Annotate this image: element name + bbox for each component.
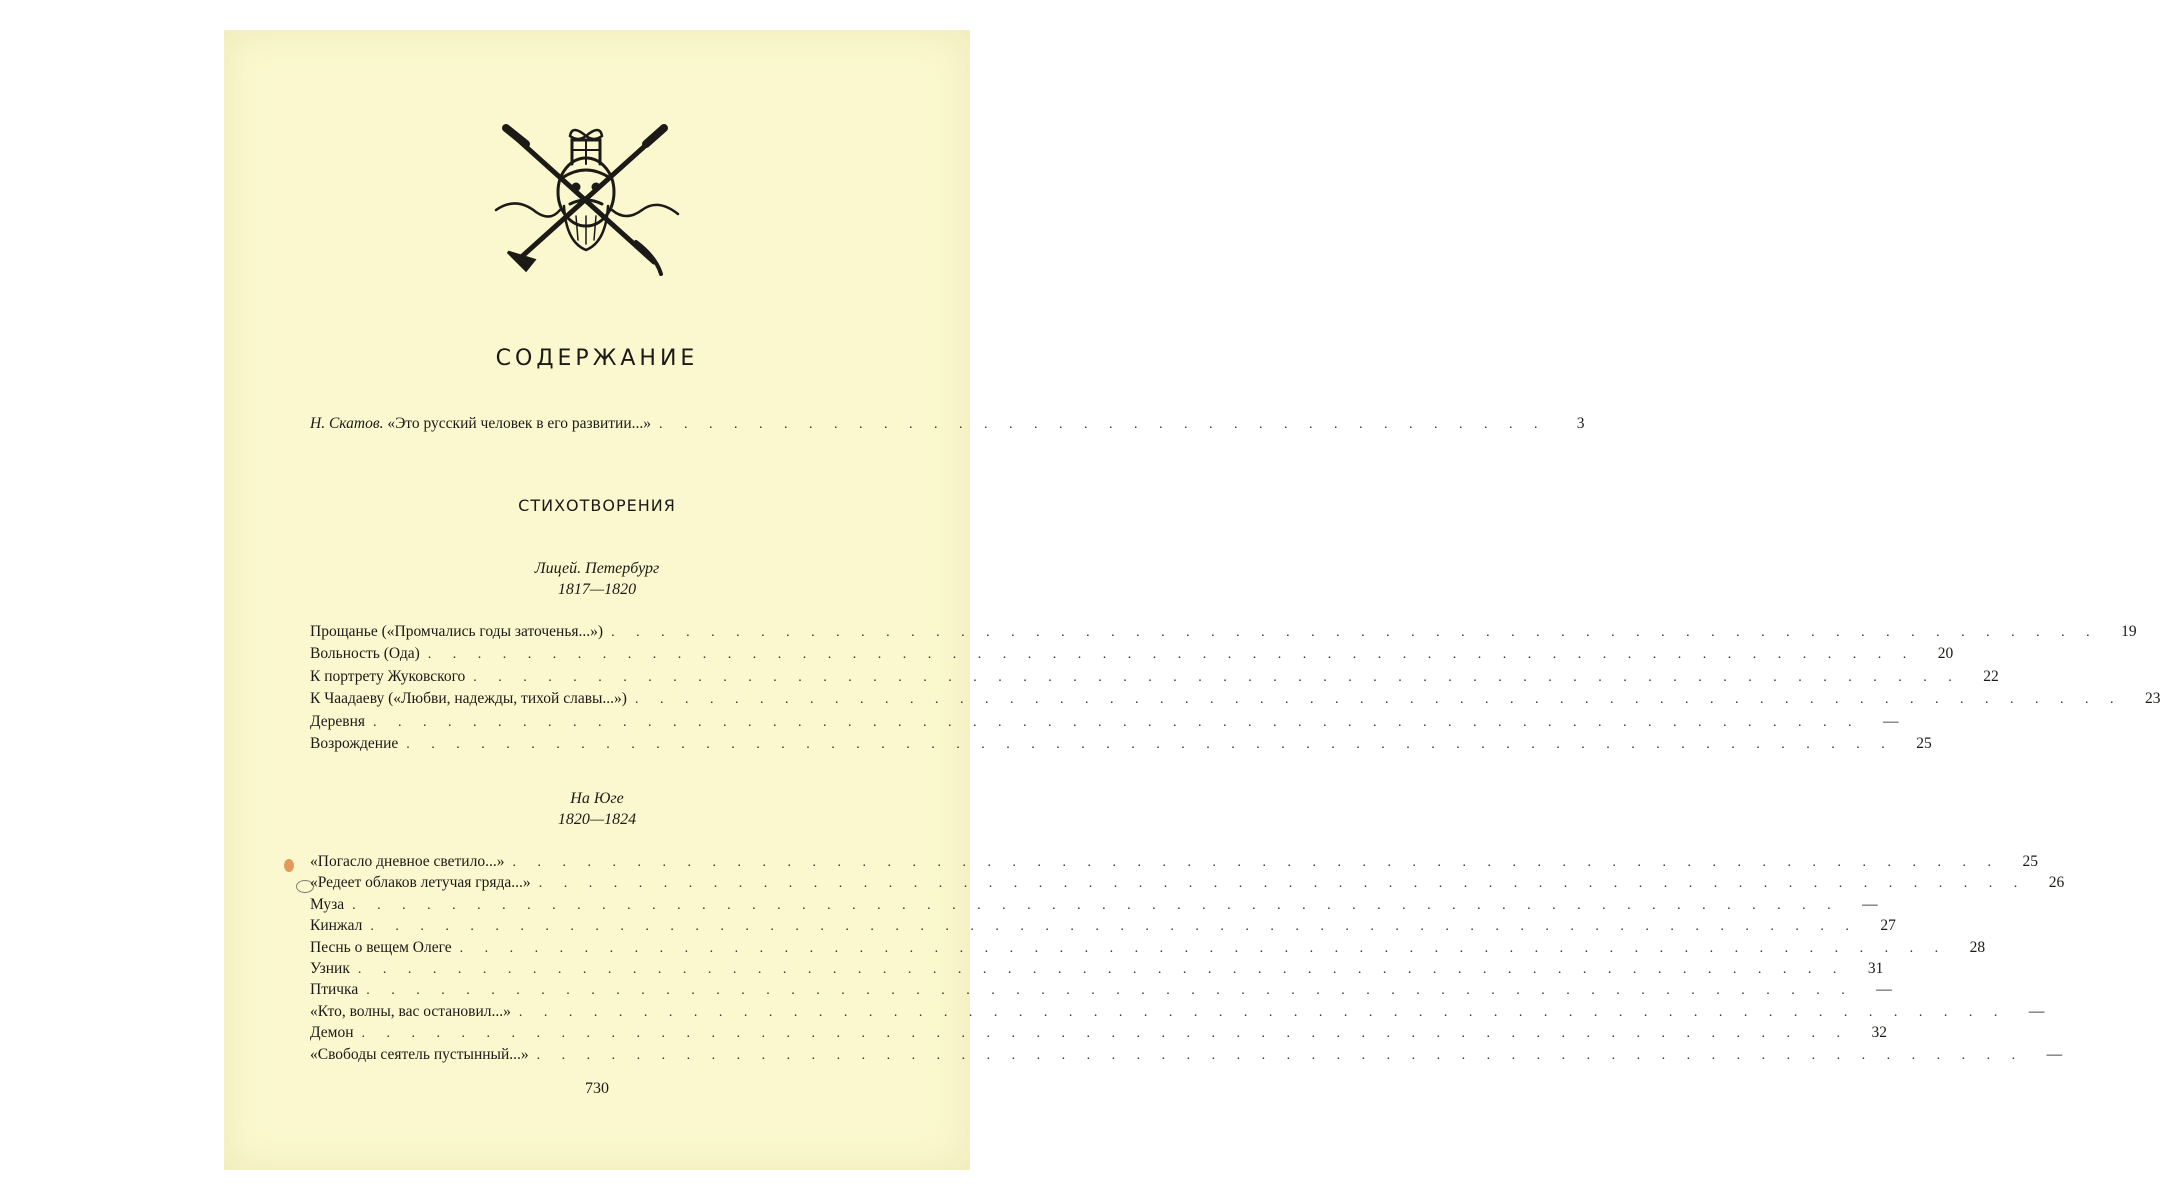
toc-entry (310, 937, 1986, 959)
toc-entry-title: «Кто, волны, вас остановил...» (310, 1002, 511, 1020)
toc-entry-title: Возрождение (310, 735, 399, 752)
toc-entry-title: Песнь о вещем Олеге (310, 938, 452, 956)
dot-leader: . . . . . . . . . . . . . . . . . . . . . . . . . . . . . . . . . . . . . . . . . . . . . . . . . . . . . . . . . . . . (459, 940, 1948, 956)
dot-leader: . . . . . . . . . . . . . . . . . . . . . . . . . . . . . . . . . . . . . . . . . . . . . . . . . . . . . . . . . . . . (512, 855, 2000, 870)
page-number: 730 (585, 1080, 609, 1097)
toc-entry-title: Демон (310, 1024, 354, 1042)
toc-entry-page: 32 (1871, 1024, 1887, 1042)
dot-leader: . . . . . . . . . . . . . . . . . . . . . . . . . . . . . . . . . . . . . . . . . . . . . . . . . . . . . . . . . . . . (611, 625, 2099, 640)
toc-entry (310, 1001, 2045, 1023)
dot-leader: . . . . . . . . . . . . . . . . . . . . . . . . . . . . . . . . . . . . (659, 417, 1547, 432)
section-title: СТИХОТВОРЕНИЯ (518, 496, 676, 515)
toc-entry (310, 872, 2065, 894)
toc-entry-page: 26 (2048, 874, 2065, 892)
toc-entry (310, 1022, 1887, 1044)
toc-entry-title: «Редеет облаков летучая гряда...» (310, 874, 531, 892)
toc-entry-page: 19 (2121, 623, 2137, 640)
toc-entry (310, 643, 1954, 665)
emblem-icon (486, 92, 686, 277)
toc-entry-title: К Чаадаеву («Любви, надежды, тихой славы...») (310, 690, 627, 708)
dot-leader: . . . . . . . . . . . . . . . . . . . . . . . . . . . . . . . . . . . . . . . . . . . . . . . . . . . . . . . . . . . . (538, 876, 2027, 892)
toc-entry (310, 851, 2038, 873)
pencil-ring-mark (296, 880, 314, 893)
toc-entry-title: Кинжал (310, 917, 363, 935)
toc-entry (310, 621, 2137, 643)
toc-entry-page: — (2046, 1045, 2063, 1063)
toc-entry (310, 915, 1896, 937)
toc-entry-title: Прощанье («Промчались годы заточенья...») (310, 623, 604, 640)
dot-leader: . . . . . . . . . . . . . . . . . . . . . . . . . . . . . . . . . . . . . . . . . . . . . . . . . . . . . . . . . . . . (473, 669, 1961, 685)
toc-entry-page: — (2028, 1002, 2045, 1020)
toc-entry (310, 711, 1899, 733)
toc-entry (310, 688, 2160, 710)
toc-entry-page: 25 (1916, 735, 1932, 752)
toc-entry (310, 733, 1932, 755)
toc-entry (310, 979, 1892, 1001)
dot-leader: . . . . . . . . . . . . . . . . . . . . . . . . . . . . . . . . . . . . . . . . . . . . . . . . . . . . . . . . . . . . (536, 1047, 2025, 1063)
toc-entry-title: Деревня (310, 712, 366, 730)
dot-leader: . . . . . . . . . . . . . . . . . . . . . . . . . . . . . . . . . . . . . . . . . . . . . . . . . . . . . . . . . . . . (518, 1004, 2007, 1020)
intro-author: Н. Скатов. (310, 415, 384, 432)
dot-leader: . . . . . . . . . . . . . . . . . . . . . . . . . . . . . . . . . . . . . . . . . . . . . . . . . . . . . . . . . . . . (427, 647, 1916, 663)
period2-years: 1820—1824 (557, 811, 637, 828)
dot-leader: . . . . . . . . . . . . . . . . . . . . . . . . . . . . . . . . . . . . . . . . . . . . . . . . . . . . . . . . . . . . (406, 737, 1894, 752)
toc-entry-page: — (1876, 981, 1892, 999)
toc-entry (310, 894, 1878, 916)
dot-leader: . . . . . . . . . . . . . . . . . . . . . . . . . . . . . . . . . . . . . . . . . . . . . . . . . . . . . . . . . . . . (634, 692, 2123, 708)
period1-years: 1817—1820 (557, 581, 637, 598)
toc-entry-page: 20 (1937, 645, 1954, 663)
period1-place: Лицей. Петербург (534, 560, 660, 577)
toc-entry (310, 1044, 2063, 1066)
dot-leader: . . . . . . . . . . . . . . . . . . . . . . . . . . . . . . . . . . . . . . . . . . . . . . . . . . . . . . . . . . . . (357, 962, 1846, 977)
dot-leader: . . . . . . . . . . . . . . . . . . . . . . . . . . . . . . . . . . . . . . . . . . . . . . . . . . . . . . . . . . . . (366, 983, 1854, 999)
toc-entry-title: Узник (310, 960, 350, 977)
intro-page: 3 (1576, 415, 1585, 432)
toc-entry-page: 31 (1867, 960, 1884, 977)
toc-entry-page: — (1862, 895, 1878, 913)
book-page (224, 30, 2160, 1170)
toc-entry-page: 25 (2022, 853, 2038, 870)
toc-entry-page: 27 (1880, 917, 1896, 935)
toc-entry-page: — (1883, 712, 1899, 730)
toc-entry-title: «Свободы сеятель пустынный...» (310, 1045, 529, 1063)
toc-entry-intro (310, 413, 1585, 435)
toc-entry-title: Вольность (Ода) (310, 645, 420, 663)
toc-entry-page: 23 (2144, 690, 2160, 708)
intro-title: «Это русский человек в его развитии...» (387, 415, 652, 432)
toc-entry-page: 22 (1983, 667, 1999, 685)
toc-entry-title: Муза (310, 895, 345, 913)
toc-entry (310, 666, 1999, 688)
dot-leader: . . . . . . . . . . . . . . . . . . . . . . . . . . . . . . . . . . . . . . . . . . . . . . . . . . . . . . . . . . . . (373, 714, 1861, 730)
toc-entry (310, 958, 1884, 980)
toc-entry-page: 28 (1969, 938, 1986, 956)
dot-leader: . . . . . . . . . . . . . . . . . . . . . . . . . . . . . . . . . . . . . . . . . . . . . . . . . . . . . . . . . . . . (361, 1026, 1849, 1042)
toc-entry-title: Птичка (310, 981, 359, 999)
stain-mark (284, 859, 294, 872)
toc-entry-title: «Погасло дневное светило...» (310, 853, 505, 870)
period2-place: На Юге (570, 790, 624, 807)
dot-leader: . . . . . . . . . . . . . . . . . . . . . . . . . . . . . . . . . . . . . . . . . . . . . . . . . . . . . . . . . . . . (370, 919, 1858, 935)
page-heading: СОДЕРЖАНИЕ (495, 346, 699, 371)
toc-entry-title: К портрету Жуковского (310, 667, 466, 685)
dot-leader: . . . . . . . . . . . . . . . . . . . . . . . . . . . . . . . . . . . . . . . . . . . . . . . . . . . . . . . . . . . . (352, 897, 1840, 913)
